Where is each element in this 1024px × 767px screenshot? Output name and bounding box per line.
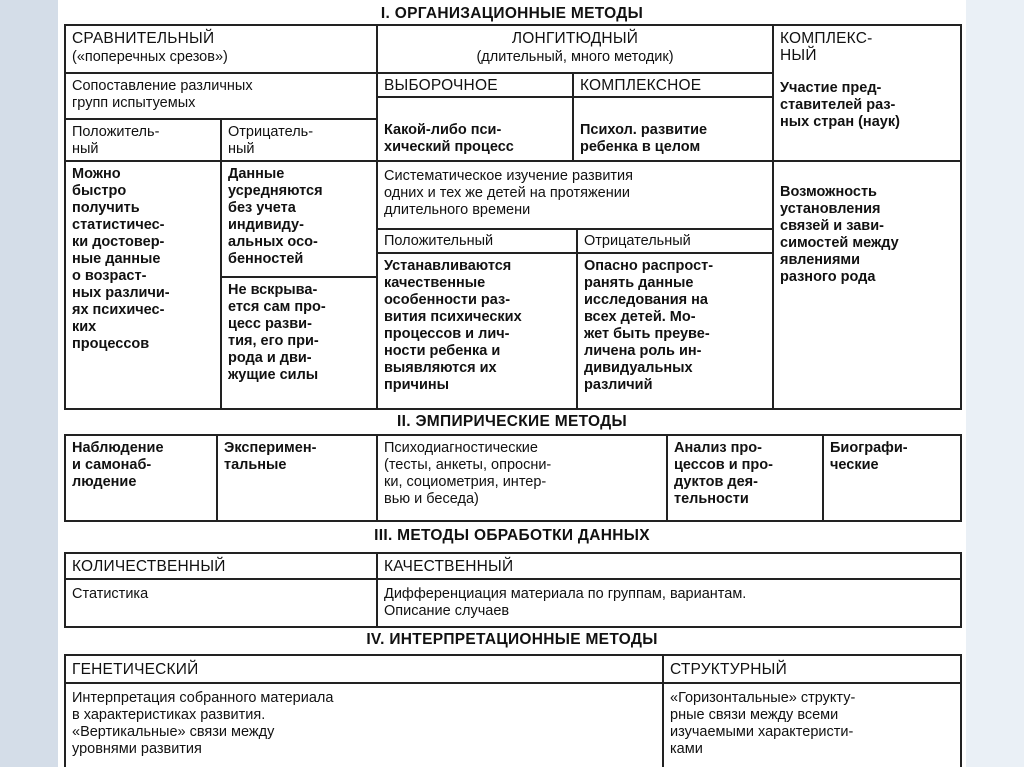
longitudinal-subtitle: (длительный, много методик) — [476, 49, 674, 65]
comparative-negative-label: Отрицатель- ный — [228, 124, 314, 157]
processing-qualitative-label: КАЧЕСТВЕННЫЙ — [384, 558, 514, 575]
rule — [64, 552, 962, 554]
rule — [64, 654, 66, 767]
interpretation-structural-label: СТРУКТУРНЫЙ — [670, 661, 787, 678]
methods-table-sheet — [58, 0, 966, 767]
comparative-negative-text-2: Не вскрыва- ется сам про- цесс разви- тия, его при- рода и дви- жущие силы — [228, 282, 326, 383]
rule — [220, 276, 376, 278]
rule — [220, 118, 222, 408]
longitudinal-complex-text: Психол. развитие ребенка в целом — [580, 122, 708, 155]
rule — [772, 24, 774, 410]
rule — [64, 434, 962, 436]
longitudinal-complex-label: КОМПЛЕКСНОЕ — [580, 77, 702, 94]
longitudinal-positive-text: Устанавливаются качественные особенности раз- вития психических процессов и лич- ности ребенка и выявляются их причины — [384, 258, 522, 393]
rule — [376, 252, 772, 254]
rule — [376, 552, 378, 628]
rule — [64, 552, 66, 628]
rule — [64, 408, 962, 410]
rule — [64, 626, 962, 628]
rule — [64, 682, 962, 684]
comparative-positive-text: Можно быстро получить статистичес- ки достовер- ные данные о возраст- ных различи- ях психичес- ких процессов — [72, 166, 170, 352]
empirical-psychodiagnostic: Психодиагностические (тесты, анкеты, опросни- ки, социометрия, интер- вью и беседа) — [384, 440, 552, 507]
rule — [822, 434, 824, 522]
empirical-experimental: Эксперимен- тальные — [224, 440, 317, 473]
left-margin — [0, 0, 58, 767]
rule — [64, 24, 66, 410]
rule — [376, 96, 772, 98]
complex-participation: Участие пред- ставителей раз- ных стран (наук) — [780, 80, 900, 130]
rule — [64, 24, 962, 26]
processing-qualitative-text: Дифференциация материала по группам, вариантам. Описание случаев — [384, 586, 747, 619]
rule — [662, 654, 664, 767]
rule — [960, 552, 962, 628]
complex-title: КОМПЛЕКС- НЫЙ — [780, 30, 873, 64]
rule — [960, 654, 962, 767]
comparative-description: Сопоставление различных групп испытуемых — [72, 78, 253, 111]
rule — [576, 228, 578, 408]
rule — [64, 434, 66, 522]
empirical-observation: Наблюдение и самонаб- людение — [72, 440, 164, 490]
processing-quantitative-label: КОЛИЧЕСТВЕННЫЙ — [72, 558, 226, 575]
longitudinal-positive-label: Положительный — [384, 233, 494, 249]
empirical-biographical: Биографи- ческие — [830, 440, 908, 473]
rule — [64, 654, 962, 656]
comparative-positive-label: Положитель- ный — [72, 124, 160, 157]
comparative-negative-text-1: Данные усредняются без учета индивиду- альных осо- бенностей — [228, 166, 323, 267]
rule — [376, 160, 960, 162]
processing-quantitative-text: Статистика — [72, 586, 149, 602]
longitudinal-negative-label: Отрицательный — [584, 233, 691, 249]
rule — [666, 434, 668, 522]
section-title-processing: III. МЕТОДЫ ОБРАБОТКИ ДАННЫХ — [374, 527, 650, 544]
rule — [572, 72, 574, 162]
rule — [64, 578, 962, 580]
rule — [64, 520, 962, 522]
longitudinal-negative-text: Опасно распрост- ранять данные исследования на всех детей. Мо- жет быть преуве- личена роль ин- дивидуальных различий — [584, 258, 714, 393]
rule — [376, 24, 378, 410]
longitudinal-title: ЛОНГИТЮДНЫЙ — [511, 30, 639, 47]
section-title-interpretation: IV. ИНТЕРПРЕТАЦИОННЫЕ МЕТОДЫ — [366, 631, 658, 648]
rule — [64, 72, 774, 74]
complex-possibility: Возможность установления связей и зави- симостей между явлениями разного рода — [780, 184, 899, 285]
rule — [376, 228, 772, 230]
empirical-activity-analysis: Анализ про- цессов и про- дуктов дея- тельности — [674, 440, 773, 507]
comparative-subtitle: («поперечных срезов») — [72, 49, 228, 65]
section-title-organizational: I. ОРГАНИЗАЦИОННЫЕ МЕТОДЫ — [380, 5, 644, 22]
longitudinal-selective-text: Какой-либо пси- хический процесс — [384, 122, 514, 155]
rule — [960, 24, 962, 410]
longitudinal-selective-label: ВЫБОРОЧНОЕ — [384, 77, 498, 94]
interpretation-genetic-label: ГЕНЕТИЧЕСКИЙ — [72, 661, 199, 678]
comparative-title: СРАВНИТЕЛЬНЫЙ — [72, 30, 215, 47]
right-margin — [966, 0, 1024, 767]
rule — [376, 434, 378, 522]
rule — [216, 434, 218, 522]
longitudinal-systematic-text: Систематическое изучение развития одних и тех же детей на протяжении длительного времени — [384, 168, 634, 218]
rule — [960, 434, 962, 522]
section-title-empirical: II. ЭМПИРИЧЕСКИЕ МЕТОДЫ — [397, 413, 627, 430]
interpretation-genetic-text: Интерпретация собранного материала в характеристиках развития. «Вертикальные» связи между уровнями развития — [72, 690, 334, 757]
interpretation-structural-text: «Горизонтальные» структу- рные связи между всеми изучаемыми характеристи- ками — [670, 690, 856, 757]
